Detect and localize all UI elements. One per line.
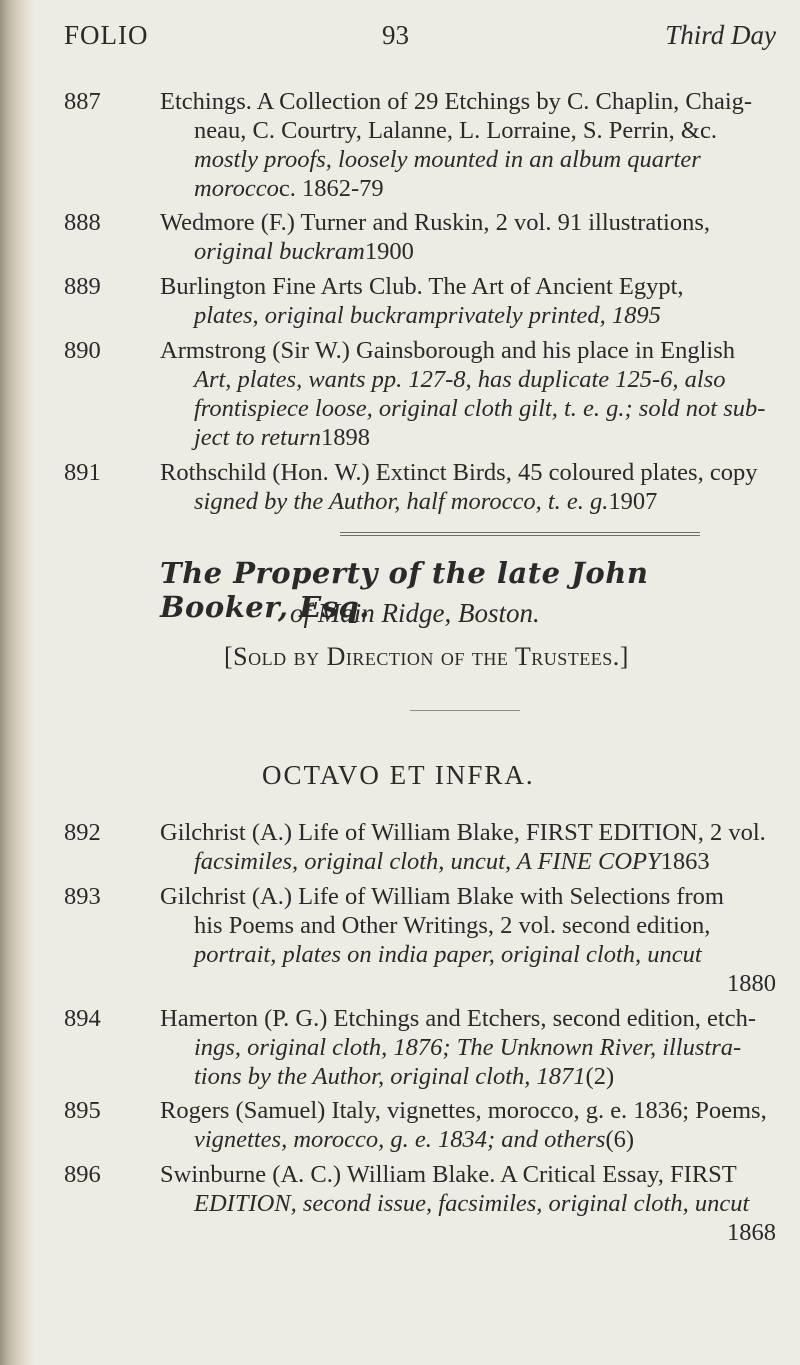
header-day: Third Day <box>665 20 776 50</box>
header-format: FOLIO <box>64 20 149 50</box>
lot-number: 893 <box>64 883 101 910</box>
lot-text: Swinburne (A. C.) William Blake. A Critical Essay, FIRST <box>160 1161 737 1188</box>
lot-text: ings, original cloth, 1876; The Unknown River, illustra- <box>194 1034 742 1061</box>
lot-896 <box>64 1160 776 1247</box>
lot-number: 891 <box>64 459 101 486</box>
lot-text: plates, original buckram <box>194 302 436 329</box>
section-heading: OCTAVO ET INFRA. <box>262 760 535 790</box>
lot-number: 894 <box>64 1005 101 1032</box>
lot-text: Rogers (Samuel) Italy, vignettes, morocco, g. e. 1836; Poems, <box>160 1097 767 1124</box>
lot-number: 889 <box>64 273 101 300</box>
page-number: 93 <box>382 20 409 50</box>
lot-text: original buckram <box>194 238 365 265</box>
lot-text: his Poems and Other Writings, 2 vol. second edition, <box>194 912 711 939</box>
lot-text: Wedmore (F.) Turner and Ruskin, 2 vol. 91 illustrations, <box>160 209 711 236</box>
lot-text: Burlington Fine Arts Club. The Art of Ancient Egypt, <box>160 273 684 300</box>
lot-text: ject to return <box>194 424 322 451</box>
lot-895 <box>64 1096 776 1154</box>
lot-date: 1907 <box>608 488 658 515</box>
lot-number: 895 <box>64 1097 101 1124</box>
lot-text: Etchings. A Collection of 29 Etchings by C. Chaplin, Chaig- <box>160 88 753 115</box>
lot-text: neau, C. Courtry, Lalanne, L. Lorraine, S. Perrin, &c. <box>194 117 717 144</box>
short-divider <box>410 710 520 711</box>
lot-date: privately printed, 1895 <box>435 302 661 329</box>
lot-893 <box>64 882 776 998</box>
page-header <box>64 20 776 56</box>
lot-text: mostly proofs, loosely mounted in an album quarter <box>194 146 701 173</box>
lot-text: frontispiece loose, original cloth gilt, t. e. g.; sold not sub- <box>194 395 766 422</box>
lot-date: 1863 <box>660 848 710 875</box>
lot-text: Gilchrist (A.) Life of William Blake, FIRST EDITION, 2 vol. <box>160 819 766 846</box>
lot-date: 1880 <box>727 970 776 997</box>
lot-890 <box>64 336 776 452</box>
lot-text: Gilchrist (A.) Life of William Blake with Selections from <box>160 883 724 910</box>
lot-number: 896 <box>64 1161 101 1188</box>
lot-number: 890 <box>64 337 101 364</box>
lot-text: Rothschild (Hon. W.) Extinct Birds, 45 coloured plates, copy <box>160 459 758 486</box>
lot-count: (6) <box>605 1126 635 1153</box>
section-divider <box>340 535 700 536</box>
lot-891 <box>64 458 776 516</box>
lot-text: signed by the Author, half morocco, t. e. g. <box>194 488 609 515</box>
lot-889 <box>64 272 776 330</box>
lot-text: vignettes, morocco, g. e. 1834; and others <box>194 1126 606 1153</box>
lot-text: Armstrong (Sir W.) Gainsborough and his place in English <box>160 337 736 364</box>
sale-note: [Sold by Direction of the Trustees.] <box>224 642 629 671</box>
lot-text: EDITION, second issue, facsimiles, original cloth, uncut <box>194 1190 750 1217</box>
property-heading: The Property of the late John Booker, Esq. <box>160 556 649 624</box>
section-divider <box>340 532 700 533</box>
lot-892 <box>64 818 776 876</box>
lot-text: tions by the Author, original cloth, 1871 <box>194 1063 586 1090</box>
lot-text: Hamerton (P. G.) Etchings and Etchers, second edition, etch- <box>160 1005 757 1032</box>
lot-number: 887 <box>64 88 101 115</box>
lot-888 <box>64 208 776 266</box>
lot-887 <box>64 87 776 203</box>
lot-number: 888 <box>64 209 101 236</box>
lot-date: 1900 <box>364 238 414 265</box>
lot-count: (2) <box>585 1063 615 1090</box>
lot-date: 1868 <box>727 1219 776 1246</box>
property-subheading: of Main Ridge, Boston. <box>290 598 540 628</box>
lot-date: 1898 <box>321 424 371 451</box>
lot-894 <box>64 1004 776 1091</box>
lot-text: Art, plates, wants pp. 127-8, has duplicate 125-6, also <box>194 366 726 393</box>
lot-text: portrait, plates on india paper, original cloth, uncut <box>194 941 702 968</box>
lot-text: morocco <box>194 175 279 202</box>
lot-date: c. 1862-79 <box>278 175 384 202</box>
lot-text: facsimiles, original cloth, uncut, A FINE COPY <box>194 848 661 875</box>
lot-number: 892 <box>64 819 101 846</box>
